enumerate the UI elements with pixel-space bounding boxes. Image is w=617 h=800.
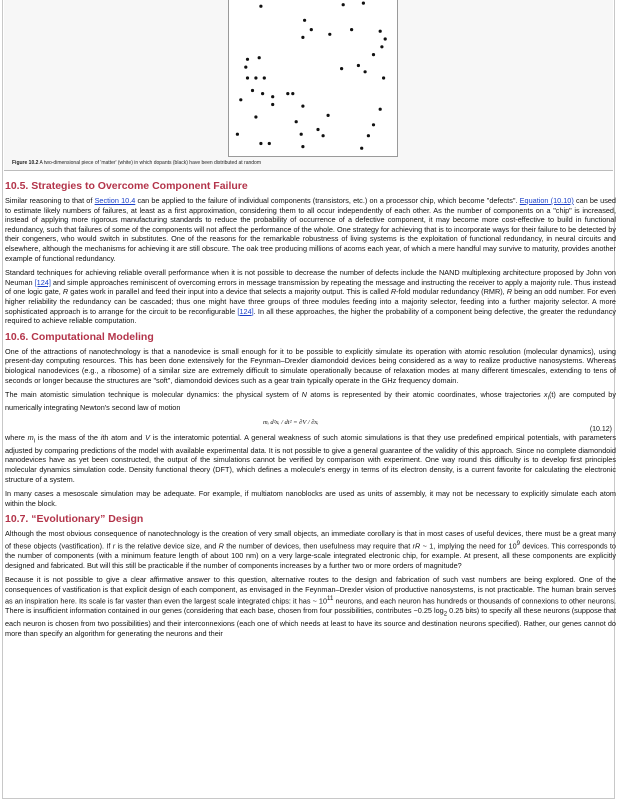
dopant-dot bbox=[291, 92, 294, 95]
dopant-dot bbox=[372, 123, 375, 126]
dopant-dot bbox=[259, 5, 262, 8]
dopant-dot bbox=[295, 120, 298, 123]
dopant-dot bbox=[286, 92, 289, 95]
text: th atom and bbox=[102, 432, 146, 442]
dopant-dot bbox=[303, 19, 306, 22]
text: Because it is not possible to give a clear affirmative answer to this question, alternative routes to the design and fabrication of such vast numbers are being explored. One of the consequences of vastification is that explicit design of each component, as envisaged in the Feynman–Drexler vision of productive nanosystems, is not practicable. The human brain serves as an inspiration here. Its scale is far vaster than even the largest scale integrated chips: it has ~ 10 bbox=[5, 575, 616, 606]
variable: N bbox=[301, 390, 307, 400]
dopant-dot bbox=[261, 92, 264, 95]
superscript: 11 bbox=[327, 595, 334, 603]
text: ~ 1, implying the need for 10 bbox=[420, 541, 517, 551]
heading-10-7: 10.7. “Evolutionary” Design bbox=[5, 513, 144, 526]
variable: m bbox=[27, 432, 34, 442]
dopant-scatter bbox=[229, 0, 397, 156]
variable: r bbox=[112, 541, 116, 551]
variable: x bbox=[543, 390, 548, 400]
subscript: i bbox=[547, 394, 549, 402]
variable: R bbox=[62, 287, 69, 297]
text: (t) bbox=[548, 390, 556, 400]
dopant-dot bbox=[350, 28, 353, 31]
dopant-dot bbox=[364, 70, 367, 73]
paragraph bbox=[5, 390, 616, 413]
caption-label: Figure 10.2 bbox=[12, 160, 39, 166]
dopant-dot bbox=[360, 147, 363, 150]
link-equation-10-10[interactable]: Equation (10.10) bbox=[519, 196, 574, 205]
dopant-dot bbox=[254, 115, 257, 118]
text: and simple approaches reminiscent of overcoming errors in message transmission by repeating the message and instructing the receiver to apply a majority rule. Thus instead of one logic gate, bbox=[5, 277, 617, 297]
text: can be applied to the failure of individual components (transistors, etc.) on a processor chip, which become "defects". bbox=[135, 196, 520, 205]
dopant-dot bbox=[379, 30, 382, 33]
paragraph: In many cases a mesoscale simulation may be adequate. For example, if multiatom nanoblocks are used as units of assembly, it may not be necessary to explicitly simulate each atom within the block. bbox=[5, 489, 616, 508]
paragraph bbox=[5, 196, 616, 263]
equation-10-12 bbox=[5, 418, 616, 433]
dopant-dot bbox=[384, 37, 387, 40]
text: -fold modular redundancy (RMR), bbox=[396, 287, 507, 297]
citation-link-124[interactable]: [124] bbox=[237, 306, 254, 316]
dopant-dot bbox=[316, 128, 319, 131]
dopant-dot bbox=[310, 28, 313, 31]
dopant-dot bbox=[246, 76, 249, 79]
dopant-dot bbox=[342, 3, 345, 6]
dopant-dot bbox=[271, 95, 274, 98]
text: is the relative device size, and bbox=[115, 541, 219, 551]
dopant-dot bbox=[327, 114, 330, 117]
text: can be used to estimate likely numbers of failures, at least as a first approximation, considering them to all occur independently of each other. As the number of components on a "chip" is increased, instead of applying more rigorous manufacturing standards to reduce the probability of occurrence of a defective component, it may become more cost-effective to build in functional redundancy, such that failures of some of the components will not affect the performance of the whole. One strategy for achieving that is to incorporate ways for their failure to be detected by their congeners, who would switch in substitutes. One of the reasons for the remarkable robustness of living systems is the exploitation of functional redundancy, in neural circuits and elsewhere, although the mechanisms for achieving it are still obscure. The oak tree producing millions of acorns each year, of which a mere handful may survive to maturity, provides another example of functional redundancy. bbox=[5, 196, 616, 263]
dopant-dot bbox=[271, 103, 274, 106]
text: atoms is represented by their atomic coordinates, whose trajectories bbox=[306, 390, 544, 400]
dopant-dot bbox=[367, 134, 370, 137]
paragraph: One of the attractions of nanotechnology is that a nanodevice is small enough for it to be possible to explicitly simulate its operation with atomic resolution (molecular dynamics), using present-day computing resources. This has been done extensively for the Feynman–Drexler diamondoid devices being considered as a way to realize productive nanosystems. Whereas biological nanodevices (e.g., a ribosome) of a similar size are extremely difficult to simulate operationally because of relaxation modes at many different timescales, extending to tens of seconds or longer because the structures are "soft", diamondoid devices such as a gear train typically operate in the GHz frequency domain. bbox=[5, 346, 616, 385]
dopant-dot bbox=[380, 45, 383, 48]
dopant-dot bbox=[328, 33, 331, 36]
variable: rR bbox=[412, 541, 421, 551]
dopant-dot bbox=[372, 53, 375, 56]
dopant-dot bbox=[301, 36, 304, 39]
dopant-dot bbox=[340, 67, 343, 70]
heading-10-5: 10.5. Strategies to Overcome Component Failure bbox=[5, 180, 248, 192]
dopant-dot bbox=[259, 142, 262, 145]
subscript: i bbox=[33, 437, 36, 445]
text: is the mass of the bbox=[35, 432, 101, 442]
figure-caption bbox=[12, 160, 261, 166]
equation-formula: mᵢ d²xᵢ / dt² = ∂V / ∂xᵢ bbox=[263, 418, 319, 426]
heading-10-6: 10.6. Computational Modeling bbox=[5, 330, 154, 343]
caption-text: A two-dimensional piece of 'matter' (white) in which dopants (black) have been distributed at random bbox=[39, 160, 261, 166]
text: . In all these approaches, the higher the probability of a component being defective, the greater the redundancy required to achieve reliable computation. bbox=[5, 306, 616, 326]
dopant-dot bbox=[236, 133, 239, 136]
dopant-dot bbox=[301, 145, 304, 148]
variable: V bbox=[145, 432, 150, 442]
text: the number of devices, then usefulness may require that bbox=[223, 541, 413, 551]
dopant-dot bbox=[357, 64, 360, 67]
dopant-dot bbox=[362, 1, 365, 4]
figure-panel bbox=[4, 0, 613, 171]
text: are computed by numerically integrating Newton's second law of motion bbox=[5, 390, 617, 413]
dopant-dot bbox=[382, 76, 385, 79]
text: is the interatomic potential. A general weakness of such atomic simulations is that they use predefined empirical potentials, with parameters adjusted by comparing predictions of the model with available experimental data. It is not possible to give a general guarantee of the validity of this approach. Since no complete diamondoid nanodevices have as yet been constructed, the output of the simulations cannot be verified by comparison with experiment. One way round this difficulty is to develop first principles molecular dynamics simulation code. Density functional theory (DFT), which defines a molecule's energy in terms of its electron density, is a current favorite for calculating the electronic structure of a system. bbox=[5, 432, 616, 484]
variable: R bbox=[390, 287, 397, 297]
dopant-dot bbox=[322, 134, 325, 137]
dopant-dot bbox=[244, 66, 247, 69]
dopant-dot bbox=[263, 76, 266, 79]
text: Similar reasoning to that of bbox=[5, 196, 95, 205]
text: being an odd number. For even higher reliability the redundancy can be cascaded; thus one might have three groups of three modules feeding into a majority selector, feeding into a further majority selector. A more sophisticated approach is to arrange for the circuit to be reconfigurable bbox=[5, 287, 616, 316]
text: gates work in parallel and feed their input into a device that selects a majority output. This is called bbox=[68, 287, 391, 297]
text: The main atomistic simulation technique is molecular dynamics: the physical system of bbox=[5, 390, 302, 400]
figure-image bbox=[228, 0, 398, 157]
text: 0.25 bits) to specify all these neurons (suppose that each neuron is chosen from two possibilities) and their interconnexions (each one of which needs at least to have its source and destination neurons specified). Rather, our genes cannot do more than specify an algorithm for generating the neurons and their bbox=[5, 606, 616, 638]
text: Standard techniques for achieving reliable overall performance when it is not possible to decrease the number of defects include the NAND multiplexing architecture proposed by John von Neuman bbox=[5, 268, 616, 287]
equation-number: (10.12) bbox=[589, 425, 612, 433]
paragraph bbox=[5, 529, 616, 570]
paragraph bbox=[5, 433, 616, 484]
dopant-dot bbox=[251, 89, 254, 92]
dopant-dot bbox=[379, 108, 382, 111]
dopant-dot bbox=[258, 56, 261, 59]
variable: R bbox=[506, 287, 513, 297]
dopant-dot bbox=[239, 98, 242, 101]
paragraph bbox=[5, 575, 616, 638]
article-body bbox=[5, 177, 616, 644]
subscript: 2 bbox=[443, 610, 448, 618]
text: neurons, and each neuron has hundreds or thousands of connexions to other neurons. There is insufficient information contained in our genes (considering that each base, chosen from four possibilities, contributes −0.25 log bbox=[5, 596, 616, 616]
dopant-dot bbox=[300, 133, 303, 136]
dopant-dot bbox=[254, 76, 257, 79]
dopant-dot bbox=[301, 105, 304, 108]
text: where bbox=[5, 432, 28, 442]
text: Although the most obvious consequence of nanotechnology is the creation of very small objects, an immediate corollary is that in most cases of useful devices, there must be a great many of these objects (vastification). If bbox=[5, 529, 616, 551]
superscript: 9 bbox=[516, 539, 521, 547]
variable: i bbox=[100, 432, 103, 442]
citation-link-124[interactable]: [124] bbox=[34, 277, 51, 287]
text: devices. This corresponds to the number of components (with a minimum feature length of about 100 nm) on a very large-scale integrated electronic chip, for example. At present, all these components are explicitly designed and fabricated. But will this still be practicable if the number of components increases by a further two or more orders of magnitude? bbox=[5, 541, 616, 570]
dopant-dot bbox=[246, 58, 249, 61]
paragraph bbox=[5, 268, 616, 326]
variable: R bbox=[218, 541, 224, 551]
dopant-dot bbox=[268, 142, 271, 145]
link-section-10-4[interactable]: Section 10.4 bbox=[94, 196, 136, 205]
